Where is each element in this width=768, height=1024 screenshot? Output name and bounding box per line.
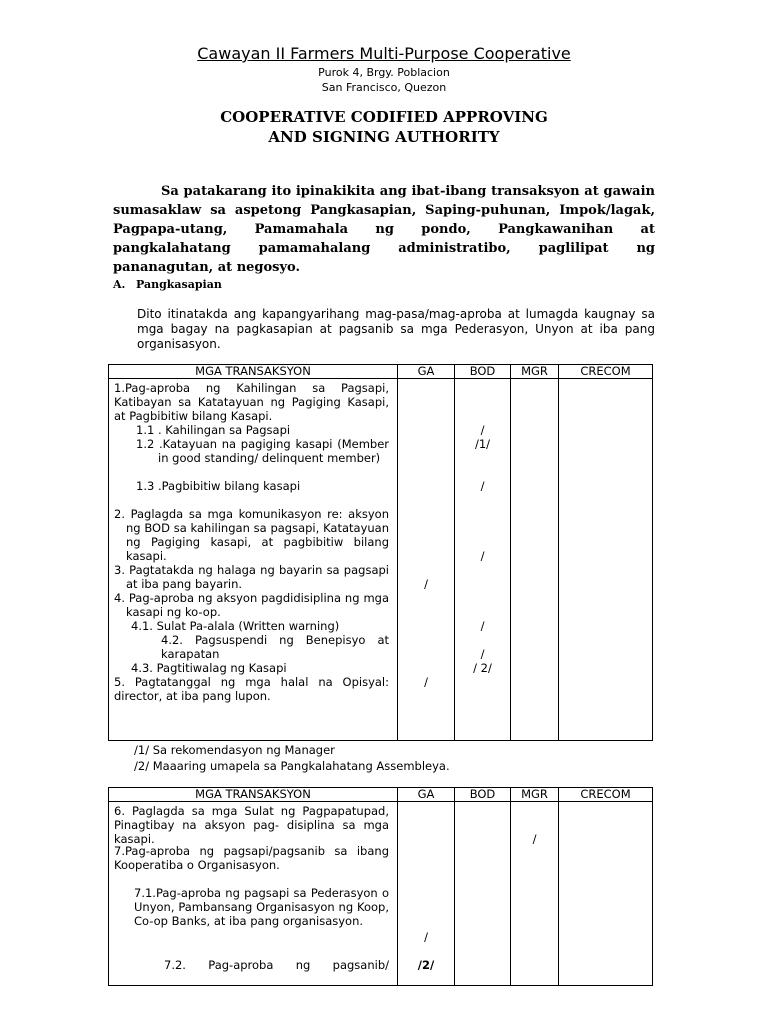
header-ga: GA [398,365,455,379]
bod-mark-1-3: / [480,479,485,493]
header-mgr: MGR [511,365,559,379]
section-a-heading [113,278,222,291]
header-transaksyon: MGA TRANSAKSYON [109,788,398,802]
table-header-row [109,788,653,802]
authority-table-2 [108,787,653,986]
item-7-1: 7.1.Pag-aproba ng pagsapi sa Pederasyon o Unyon, Pambansang Organisasyon ng Koop, Co-op Banks, at iba pang organisasyon. [134,886,389,928]
organization-name: Cawayan II Farmers Multi-Purpose Cooperative [197,44,571,63]
item-2: 2. Paglagda sa mga komunikasyon re: aksyon ng BOD sa kahilingan sa pagsapi, Katatayuan ng Pagiging kasapi, at pagbibitiw bilang kasapi. [114,507,389,563]
ga-cell [398,802,455,986]
bod-mark-2: / [480,549,485,563]
bod-mark-4-1: / [480,619,485,633]
bod-mark-1-1: / [480,423,485,437]
table-header-row [109,365,653,379]
address-line-1: Purok 4, Brgy. Poblacion [318,66,450,79]
bod-mark-1-2: /1/ [474,437,491,451]
footnote-1: /1/ Sa rekomendasyon ng Manager [134,743,335,757]
header-ga: GA [398,788,455,802]
item-1-1: 1.1 . Kahilingan sa Pagsapi [136,423,291,437]
item-1-3: 1.3 .Pagbibitiw bilang kasapi [136,479,301,493]
header-transaksyon: MGA TRANSAKSYON [109,365,398,379]
crecom-cell [559,802,653,986]
item-4: 4. Pag-aproba ng aksyon pagdidisiplina ng mga kasapi ng ko-op. [114,591,389,619]
header-mgr: MGR [511,788,559,802]
document-title-line-2: AND SIGNING AUTHORITY [268,128,500,146]
section-a-description: Dito itinatakda ang kapangyarihang mag-pasa/mag-aproba at lumagda kaugnay sa mga bagay na pagkasapian at pagsanib sa mga Pederasyon, Unyon at iba pang organisasyon. [137,307,655,351]
footnote-2: /2/ Maaaring umapela sa Pangkalahatang Assembleya. [134,759,450,773]
bod-cell [455,802,511,986]
transactions-cell [109,379,398,741]
address-line-2: San Francisco, Quezon [321,81,447,94]
item-1-2: 1.2 .Katayuan na pagiging kasapi (Member in good standing/ delinquent member) [136,437,389,465]
item-1: 1.Pag-aproba ng Kahilingan sa Pagsapi, Katibayan sa Katatayuan ng Pagiging Kasapi, at Pagbibitiw bilang Kasapi. [114,381,389,423]
mgr-cell [511,379,559,741]
bod-mark-4-3: / 2/ [473,661,492,675]
table-body-row [109,802,653,986]
mgr-cell [511,802,559,986]
bod-mark-4-2: / [480,647,485,661]
ga-mark-5: / [424,675,428,689]
section-a-title: Pangkasapian [136,278,222,291]
item-7-2: 7.2. Pag-aproba ng pagsanib/ [164,958,389,972]
intro-paragraph: Sa patakarang ito ipinakikita ang ibat-ibang transaksyon at gawain sumasaklaw sa aspetong Pangkasapian, Saping-puhunan, Impok/lagak, Pagpapa-utang, Pamamahala ng pondo, Pangkawanihan at pangkalahatang pamamahalang administratibo, paglilipat ng pananagutan, at negosyo. [113,184,655,275]
table-body-row [109,379,653,741]
document-title-line-1: COOPERATIVE CODIFIED APPROVING [220,108,548,126]
section-a-label: A. [113,278,126,291]
transactions-cell [109,802,398,986]
item-5: 5. Pagtatanggal ng mga halal na Opisyal: director, at iba pang lupon. [114,675,389,703]
ga-mark-3: / [424,577,428,591]
mgr-mark-6: / [532,832,537,846]
item-6: 6. Paglagda sa mga Sulat ng Pagpapatupad, Pinagtibay na aksyon pag- disiplina sa mga kasapi. [114,804,389,846]
item-7: 7.Pag-aproba ng pagsapi/pagsanib sa ibang Kooperatiba o Organisasyon. [114,844,389,872]
item-4-1: 4.1. Sulat Pa-alala (Written warning) [131,619,340,633]
item-3: 3. Pagtatakda ng halaga ng bayarin sa pagsapi at iba pang bayarin. [114,563,389,591]
ga-cell [398,379,455,741]
ga-mark-7-1: / [424,930,428,944]
header-crecom: CRECOM [559,788,653,802]
bod-cell [455,379,511,741]
item-4-2: 4.2. Pagsuspendi ng Benepisyo at karapatan [161,633,389,661]
header-crecom: CRECOM [559,365,653,379]
authority-table-1 [108,364,653,741]
item-4-3: 4.3. Pagtitiwalag ng Kasapi [131,661,287,675]
header-bod: BOD [455,365,511,379]
crecom-cell [559,379,653,741]
header-bod: BOD [455,788,511,802]
ga-mark-7-2: /2/ [417,958,435,972]
